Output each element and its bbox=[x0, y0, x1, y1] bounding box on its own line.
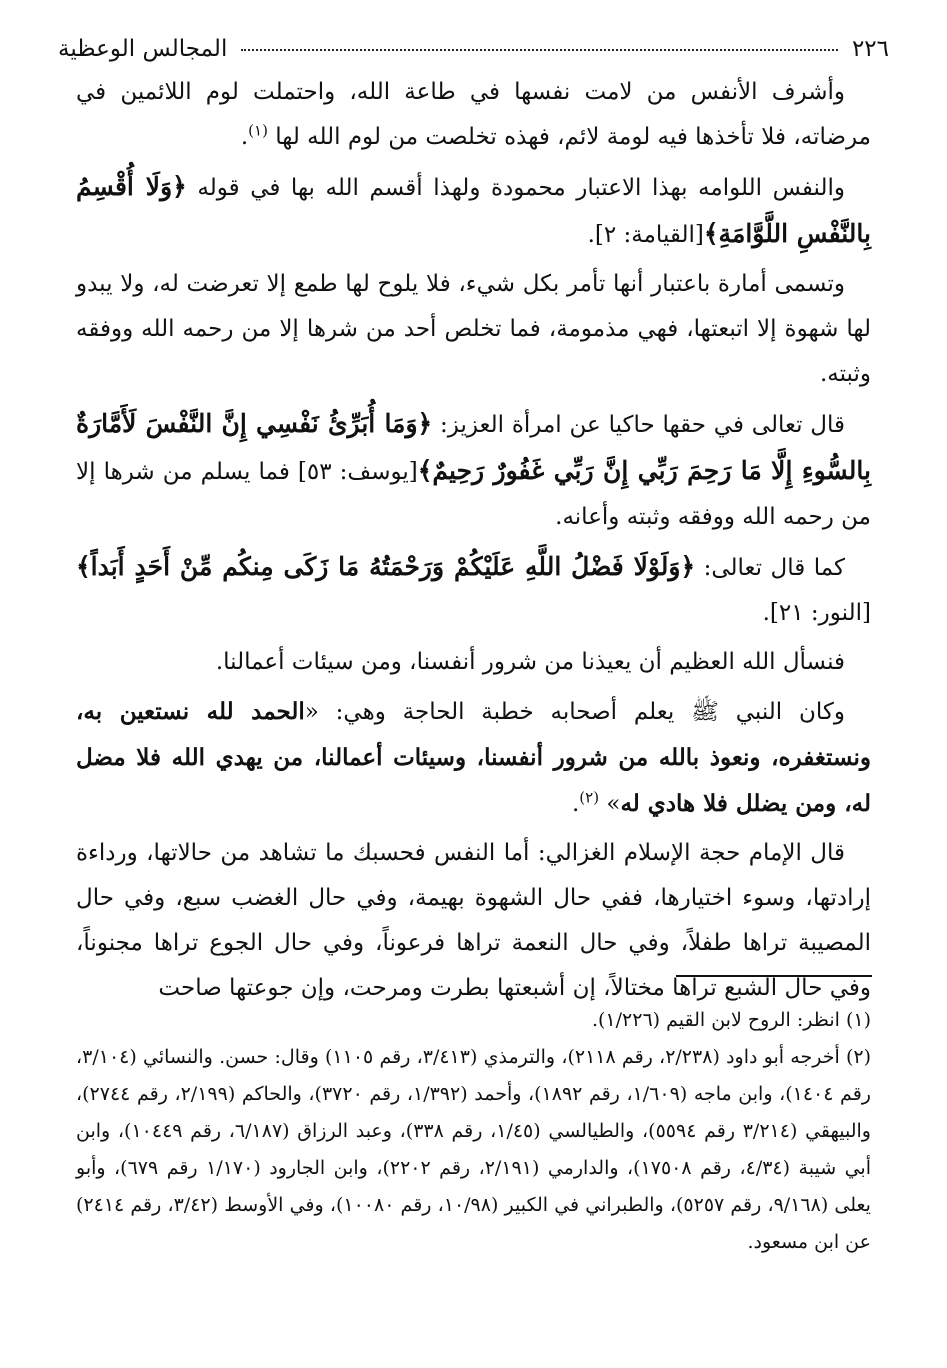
hadith-close-quote: » bbox=[606, 791, 621, 817]
footnote-1: (١) انظر: الروح لابن القيم (١/٢٢٦). bbox=[591, 1009, 871, 1031]
paragraph-1: وأشرف الأنفس من لامت نفسها في طاعة الله، واحتملت لوم اللائمين في مرضاته، فلا تأخذها فيه لومة لائم، فهذه تخلصت من لوم الله لها $^{(١)}$. bbox=[76, 79, 871, 150]
paragraph-text: فنسأل الله العظيم أن يعيذنا من شرور أنفسنا، ومن سيئات أعمالنا. bbox=[215, 649, 845, 675]
paragraph-7 bbox=[76, 689, 871, 827]
paragraph-text: وكان النبي ﷺ يعلم أصحابه خطبة الحاجة وهي: « bbox=[304, 699, 845, 725]
footnote-marker: (٢) bbox=[579, 788, 600, 807]
page-number: ٢٢٦ bbox=[851, 36, 889, 62]
paragraph-text: وأشرف الأنفس من لامت نفسها في طاعة الله، واحتملت لوم اللائمين في مرضاته، فلا تأخذها فيه لومة لائم، فهذه تخلصت من لوم الله لها bbox=[76, 79, 871, 150]
paragraph-text: وتسمى أمارة باعتبار أنها تأمر بكل شيء، فلا يلوح لها طمع إلا تعرضت له، ولا يبدو لها شهوة إلا اتبعتها، فهي مذمومة، فما تخلص أحد من شرها إلا من رحمه الله ووفقه وثبته. bbox=[76, 271, 871, 387]
paragraph-6 bbox=[76, 640, 871, 685]
sentence-end: . bbox=[571, 791, 580, 817]
hadith-text: الحمد لله نستعين به، ونستغفره، ونعوذ بالله من شرور أنفسنا، وسيئات أعمالنا، من يهدي الله فلا مضل له، ومن يضلل فلا هادي له bbox=[76, 698, 871, 817]
paragraph-3 bbox=[76, 262, 871, 397]
main-text bbox=[76, 70, 871, 1015]
quran-verse: ﴿وَلَا أُقْسِمُ بِالنَّفْسِ اللَّوَّامَةِ﴾ bbox=[76, 172, 871, 248]
header-title: المجالس الوعظية bbox=[58, 36, 228, 62]
footnote-separator bbox=[676, 975, 872, 977]
footnote-marker: (١) bbox=[248, 121, 268, 140]
verse-reference: [يوسف: ٥٣] فما يسلم من شرها إلا من رحمه الله ووفقه وثبته وأعانه. bbox=[76, 459, 871, 530]
quran-verse: ﴿وَلَوْلَا فَضْلُ اللَّهِ عَلَيْكُمْ وَرَحْمَتُهُ مَا زَكَى مِنكُم مِّنْ أَحَدٍ أَبَداً﴾ bbox=[76, 552, 696, 581]
paragraph-8 bbox=[76, 831, 871, 1011]
footnote-2: (٢) أخرجه أبو داود (٢/٢٣٨، رقم ٢١١٨)، والترمذي (٣/٤١٣، رقم ١١٠٥) وقال: حسن. والنسائي (٣/١٠٤، رقم ١٤٠٤)، وابن ماجه (١/٦٠٩، رقم ١٨٩٢)، وأحمد (١/٣٩٢، رقم ٣٧٢٠)، والحاكم (٢/١٩٩، رقم ٢٧٤٤)، والبيهقي (٣/٢١٤ رقم ٥٥٩٤)، والطيالسي (١/٤٥، رقم ٣٣٨)، وعبد الرزاق (٦/١٨٧، رقم ١٠٤٤٩)، وابن أبي شيبة (٤/٣٤، رقم ١٧٥٠٨)، والدارمي (٢/١٩١، رقم ٢٢٠٢)، وابن الجارود (١/١٧٠ رقم ٦٧٩)، وأبو يعلى (٩/١٦٨، رقم ٥٢٥٧)، والطبراني في الكبير (١٠/٩٨، رقم ١٠٠٨٠)، وفي الأوسط (٣/٤٢، رقم ٢٤١٤) عن ابن مسعود. bbox=[76, 1046, 872, 1253]
paragraph-text: والنفس اللوامه بهذا الاعتبار محمودة ولهذا أقسم الله بها في قوله bbox=[197, 175, 846, 201]
paragraph-text: كما قال تعالى: bbox=[703, 555, 845, 581]
quran-verse: ﴿وَمَا أُبَرِّئُ نَفْسِي إِنَّ النَّفْسَ لَأَمَّارَةٌ بِالسُّوءِ إِلَّا مَا رَحِمَ رَبِّي إِنَّ رَبِّي غَفُورٌ رَحِيمٌ﴾ bbox=[76, 409, 872, 485]
verse-reference: [القيامة: ٢]. bbox=[587, 222, 704, 248]
paragraph-5 bbox=[76, 544, 871, 636]
paragraph-text: قال تعالى في حقها حاكيا عن امرأة العزيز: bbox=[440, 412, 846, 438]
paragraph-4 bbox=[76, 401, 871, 540]
dotted-leader bbox=[241, 49, 838, 51]
running-header bbox=[58, 22, 889, 62]
footnotes bbox=[76, 1002, 871, 1261]
verse-reference: [النور: ٢١]. bbox=[762, 600, 871, 626]
paragraph-text: قال الإمام حجة الإسلام الغزالي: أما النفس فحسبك ما تشاهد من حالاتها، ورداءة إرادتها، وسوء اختيارها، ففي حال الشهوة بهيمة، وفي حال الغضب سبع، وفي حال المصيبة تراها طفلاً، وفي حال النعمة تراها فرعوناً، وفي حال الجوع تراها مجنوناً، وفي حال الشبع تراها مختالاً، إن أشبعتها بطرت ومرحت، وإن جوعتها صاحت bbox=[76, 840, 871, 1001]
paragraph-2 bbox=[76, 164, 871, 258]
